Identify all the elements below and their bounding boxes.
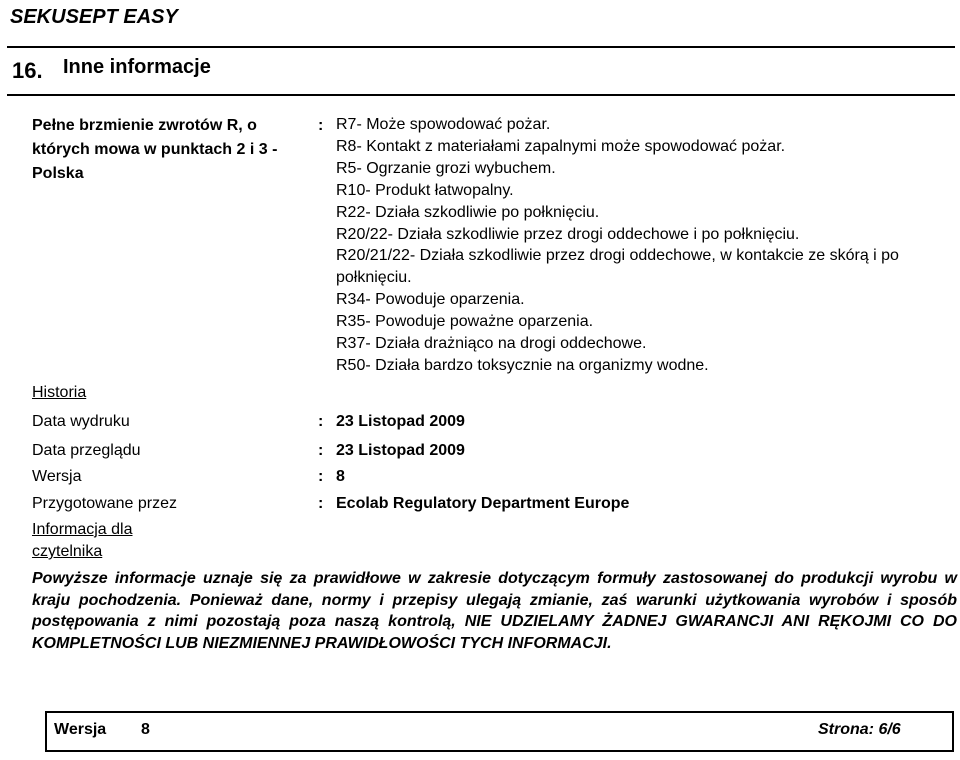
print-date-label: Data wydruku xyxy=(32,413,130,430)
r-phrases-label: Pełne brzmienie zwrotów R, o których mowa w punktach 2 i 3 - Polska xyxy=(32,117,278,182)
review-date-label: Data przeglądu xyxy=(32,442,141,459)
footer-version-label: Wersja xyxy=(54,721,107,738)
r-phrases-colon: : xyxy=(318,117,324,134)
version-label: Wersja xyxy=(32,468,82,485)
r-phrase-item: R50- Działa bardzo toksycznie na organizmy wodne. xyxy=(336,356,709,374)
review-date-value: 23 Listopad 2009 xyxy=(336,442,465,459)
version-colon: : xyxy=(318,468,324,485)
r-phrase-item: R35- Powoduje poważne oparzenia. xyxy=(336,313,594,331)
footer-version-value: 8 xyxy=(141,721,150,738)
review-date-colon: : xyxy=(318,442,324,459)
print-date-colon: : xyxy=(318,413,324,430)
prepared-by-value: Ecolab Regulatory Department Europe xyxy=(336,495,630,512)
r-phrase-item: R5- Ogrzanie grozi wybuchem. xyxy=(336,159,556,177)
r-phrases-list xyxy=(336,114,936,377)
prepared-by-colon: : xyxy=(318,495,324,512)
history-heading: Historia xyxy=(32,384,87,401)
r-phrase-item: R10- Produkt łatwopalny. xyxy=(336,181,514,199)
r-phrase-item: R22- Działa szkodliwie po połknięciu. xyxy=(336,203,600,221)
section-title: Inne informacje xyxy=(63,56,211,78)
r-phrase-item: R34- Powoduje oparzenia. xyxy=(336,291,525,309)
footer-page-number: Strona: 6/6 xyxy=(818,721,901,738)
print-date-value: 23 Listopad 2009 xyxy=(336,413,465,430)
r-phrase-item: R37- Działa drażniąco na drogi oddechowe. xyxy=(336,335,647,353)
reader-info-label: Informacja dla czytelnika xyxy=(32,521,133,560)
version-value: 8 xyxy=(336,468,345,485)
r-phrase-item: R20/21/22- Działa szkodliwie przez drogi oddechowe, w kontakcie ze skórą i po połknięciu. xyxy=(336,247,899,287)
r-phrase-item: R20/22- Działa szkodliwie przez drogi oddechowe i po połknięciu. xyxy=(336,225,800,243)
prepared-by-label: Przygotowane przez xyxy=(32,495,177,512)
r-phrase-item: R7- Może spowodować pożar. xyxy=(336,116,551,133)
section-number: 16. xyxy=(12,58,43,83)
r-phrase-item: R8- Kontakt z materiałami zapalnymi może spowodować pożar. xyxy=(336,137,786,155)
disclaimer-text: Powyższe informacje uznaje się za prawidłowe w zakresie dotyczącym formuły zastosowanej do produkcji wyrobu w kraju pochodzenia. Ponieważ dane, normy i przepisy ulegają zmianie, zaś warunki użytkowania wyrobów i sposób postępowania z nimi pozostają poza naszą kontrolą, NIE UDZIELAMY ŻADNEJ GWARANCJI ANI RĘKOJMI CO DO KOMPLETNOŚCI LUB NIEZMIENNEJ PRAWIDŁOWOŚCI TYCH INFORMACJI. xyxy=(32,570,957,652)
document-title: SEKUSEPT EASY xyxy=(10,6,178,28)
